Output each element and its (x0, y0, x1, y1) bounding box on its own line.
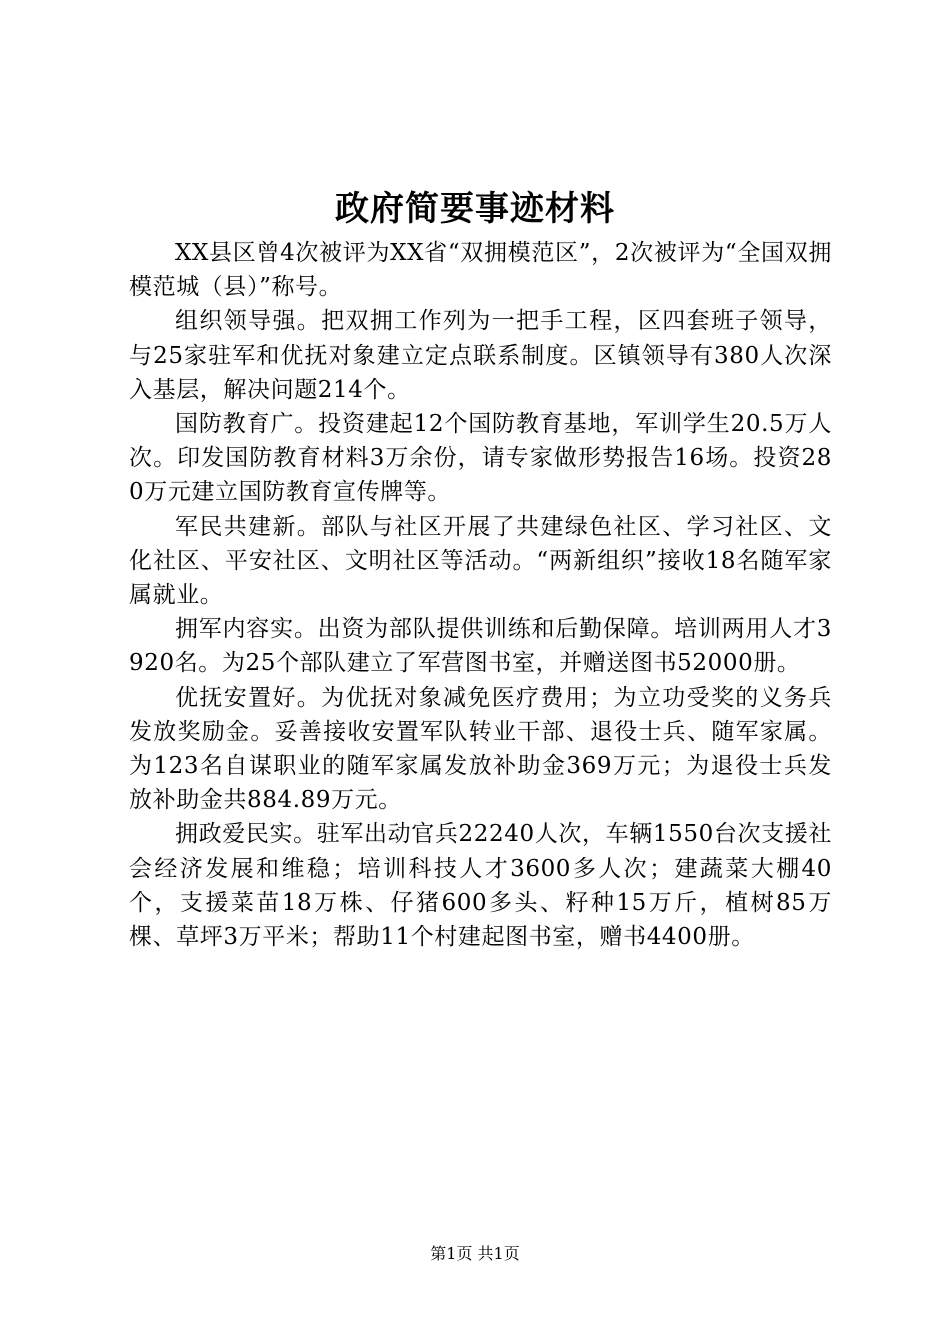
paragraph-civil-support: 拥政爱民实。驻军出动官兵22240人次，车辆1550台次支援社会经济发展和维稳；培训科技人才3600多人次；建蔬菜大棚40个，支援菜苗18万株、仔猪600多头、籽种15万斤，植树85万棵、草坪3万平米；帮助11个村建起图书室，赠书4400册。 (129, 821, 832, 951)
paragraph-organization: 组织领导强。把双拥工作列为一把手工程，区四套班子领导，与25家驻军和优抚对象建立定点联系制度。区镇领导有380人次深入基层，解决问题214个。 (129, 308, 832, 403)
paragraph-army-support: 拥军内容实。出资为部队提供训练和后勤保障。培训两用人才3920名。为25个部队建立了军营图书室，并赠送图书52000册。 (129, 616, 832, 677)
document-title: 政府简要事迹材料 (335, 189, 615, 229)
paragraph-joint-construction: 军民共建新。部队与社区开展了共建绿色社区、学习社区、文化社区、平安社区、文明社区等活动。“两新组织”接收18名随军家属就业。 (129, 513, 832, 609)
document-body (129, 236, 832, 954)
paragraph-intro: XX县区曾4次被评为XX省“双拥模范区”，2次被评为“全国双拥模范城（县）”称号。 (129, 240, 832, 301)
paragraph-resettlement: 优抚安置好。为优抚对象减免医疗费用；为立功受奖的义务兵发放奖励金。妥善接收安置军队转业干部、退役士兵、随军家属。为123名自谋职业的随军家属发放补助金369万元；为退役士兵发放补助金共884.89万元。 (129, 684, 832, 814)
paragraph-defense-education: 国防教育广。投资建起12个国防教育基地，军训学生20.5万人次。印发国防教育材料3万余份，请专家做形势报告16场。投资280万元建立国防教育宣传牌等。 (129, 411, 832, 506)
page-number-footer: 第1页 共1页 (430, 1244, 520, 1263)
